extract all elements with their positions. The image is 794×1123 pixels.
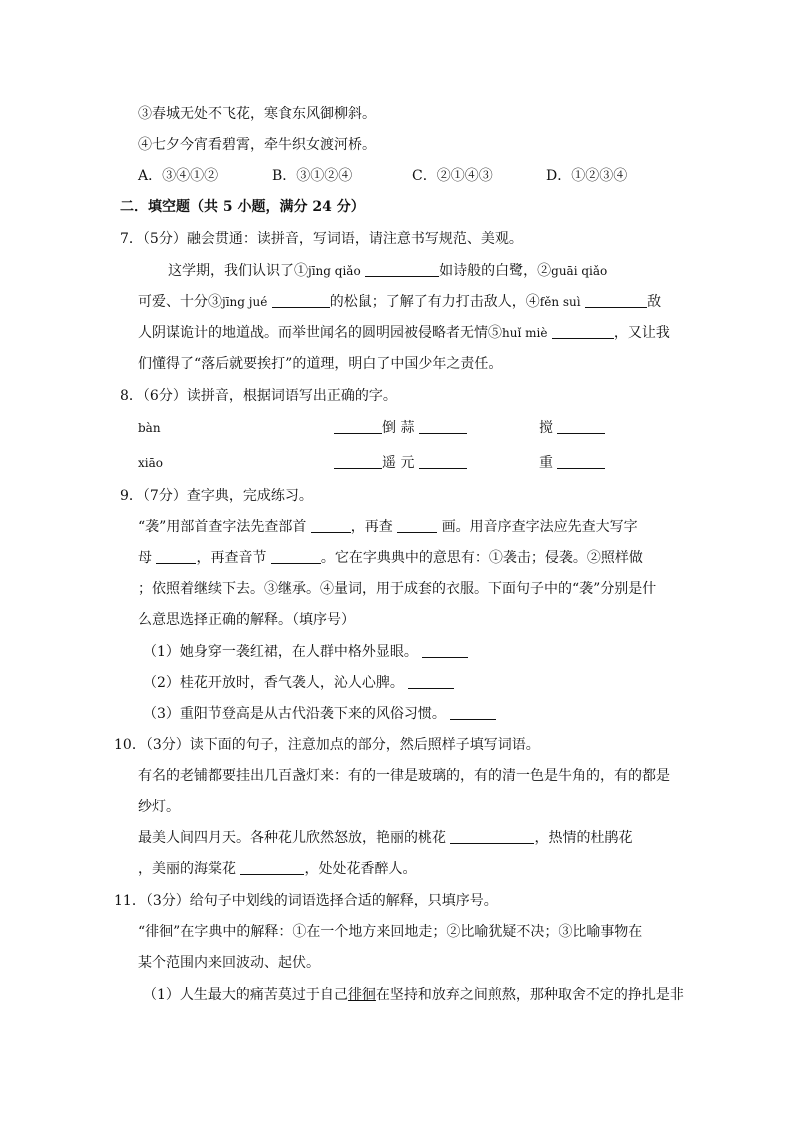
answer-blank[interactable]: [311, 518, 351, 533]
q7-line-4: 们懂得了“落后就要挨打”的道理，明白了中国少年之责任。: [138, 356, 503, 372]
q6-option-b: B．③①②④: [272, 168, 353, 184]
q9-line-2: [138, 548, 643, 568]
q10-text: 最美人间四月天。各种花儿欣然怒放，艳丽的桃花: [138, 830, 446, 846]
answer-blank[interactable]: [552, 324, 614, 339]
q8-row-2-item-2: [539, 453, 605, 473]
answer-blank[interactable]: [557, 454, 605, 469]
q8-row-2-item-1: [334, 453, 467, 473]
q7-text: 如诗般的白鹭，②: [439, 263, 552, 279]
answer-blank[interactable]: [422, 643, 468, 658]
pinyin: fěn suì: [539, 295, 581, 309]
q8-stem: 8．（6分）读拼音，根据词语写出正确的字。: [120, 388, 397, 404]
q9-text: （2）桂花开放时，香气袭人，沁人心脾。: [143, 675, 404, 691]
q9-text: （1）她身穿一袭红裙，在人群中格外显眼。: [143, 644, 418, 660]
q9-stem: 9．（7分）查字典，完成练习。: [120, 488, 313, 504]
q8-row-1-item-1: [334, 418, 467, 438]
q8-row-1-item-2: [539, 418, 605, 438]
answer-blank[interactable]: [156, 549, 196, 564]
q7-line-2: [138, 292, 661, 312]
q8-word: 遥: [382, 455, 396, 471]
q9-line-1: [138, 517, 638, 537]
q11-line-1: “徘徊”在字典中的解释：①在一个地方来回地走；②比喻犹疑不决；③比喻事物在: [138, 924, 643, 940]
q11-text: 在坚持和放弃之间煎熬，那种取舍不定的挣扎是非: [375, 987, 684, 1003]
q10-text: ，热情的杜鹃花: [534, 830, 633, 846]
q8-pinyin-1: bàn: [138, 421, 161, 435]
q7-stem: 7．（5分）融会贯通：读拼音，写词语，请注意书写规范、美观。: [120, 231, 523, 247]
q8-word: 元: [400, 455, 415, 471]
answer-blank[interactable]: [408, 674, 454, 689]
answer-blank[interactable]: [419, 454, 467, 469]
q10-text: ，美丽的海棠花: [138, 861, 236, 877]
answer-blank[interactable]: [419, 419, 467, 434]
q11-line-2: 某个范围内来回波动、起伏。: [138, 955, 320, 971]
q10-line-4: [138, 859, 416, 879]
q10-line-1: 有名的老铺都要挂出几百盏灯来：有的一律是玻璃的，有的清一色是牛角的，有的都是: [138, 768, 670, 784]
q10-text: ，处处花香醉人。: [304, 861, 417, 877]
underlined-word: 徘徊: [347, 987, 376, 1003]
section-title: 二．填空题（共 5 小题，满分 24 分）: [120, 199, 365, 215]
q6-option-d: D．①②③④: [546, 168, 628, 184]
answer-blank[interactable]: [334, 454, 382, 469]
answer-blank[interactable]: [450, 829, 534, 844]
q7-text: 人阴谋诡计的地道战。而举世闻名的圆明园被侵略者无情⑤: [138, 325, 502, 341]
answer-blank[interactable]: [557, 419, 605, 434]
pinyin: huǐ miè: [502, 326, 548, 340]
q9-text: 。它在字典典中的意思有：①袭击；侵袭。②照样做: [320, 550, 643, 566]
q7-text: 可爱、十分③: [138, 294, 222, 310]
q9-text: “袭”用部首查字法先查部首: [138, 519, 307, 535]
answer-blank[interactable]: [397, 518, 437, 533]
pinyin: jīng qiǎo: [308, 264, 361, 278]
q7-text: ，又让我: [613, 325, 670, 341]
pinyin: guāi qiǎo: [551, 264, 608, 278]
answer-blank[interactable]: [450, 705, 496, 720]
q9-sentence-2: [143, 673, 454, 693]
q7-text: 这学期，我们认识了①: [168, 263, 308, 279]
answer-blank[interactable]: [271, 549, 321, 564]
q9-text: （3）重阳节登高是从古代沿袭下来的风俗习惯。: [143, 706, 446, 722]
q7-line-3: [138, 323, 670, 343]
q9-sentence-3: [143, 704, 496, 724]
pinyin: jīng jué: [222, 295, 268, 309]
answer-blank[interactable]: [334, 419, 382, 434]
q8-word: 蒜: [400, 420, 415, 436]
q9-line-3: ；依照着继续下去。③继承。④量词，用于成套的衣服。下面句子中的“袭”分别是什: [138, 581, 657, 597]
q6-poem-line-3: ③春城无处不飞花，寒食东风御柳斜。: [138, 106, 376, 122]
q9-text: 画。用音序查字法应先查大写字: [441, 519, 638, 535]
answer-blank[interactable]: [240, 860, 304, 875]
q6-option-c: C．②①④③: [412, 168, 493, 184]
q7-line-1: [168, 261, 607, 281]
q11-stem: 11．（3分）给句子中划线的词语选择合适的解释，只填序号。: [114, 893, 498, 909]
q7-text: 敌: [647, 294, 662, 310]
q10-stem: 10．（3分）读下面的句子，注意加点的部分，然后照样子填写词语。: [114, 737, 540, 753]
q9-text: 母: [138, 550, 152, 566]
q9-text: ，再查音节: [196, 550, 267, 566]
q10-line-3: [138, 828, 632, 848]
q6-poem-line-4: ④七夕今宵看碧霄，牵牛织女渡河桥。: [138, 137, 376, 153]
q11-text: （1）人生最大的痛苦莫过于自己: [143, 987, 348, 1003]
q6-option-a: A．③④①②: [138, 168, 219, 184]
q8-pinyin-2: xiāo: [138, 456, 163, 470]
q11-sentence-1: [143, 985, 684, 1005]
answer-blank[interactable]: [365, 262, 439, 277]
q8-word: 重: [539, 455, 553, 471]
answer-blank[interactable]: [585, 293, 647, 308]
q8-word: 倒: [382, 420, 396, 436]
q7-text: 的松鼠；了解了有力打击敌人，④: [329, 294, 540, 310]
q9-text: ，再查: [350, 519, 393, 535]
q9-sentence-1: [143, 642, 468, 662]
q10-line-2: 纱灯。: [138, 799, 180, 815]
answer-blank[interactable]: [272, 293, 330, 308]
q9-line-4: 么意思选择正确的解释。（填序号）: [138, 612, 355, 628]
q8-word: 搅: [539, 420, 553, 436]
